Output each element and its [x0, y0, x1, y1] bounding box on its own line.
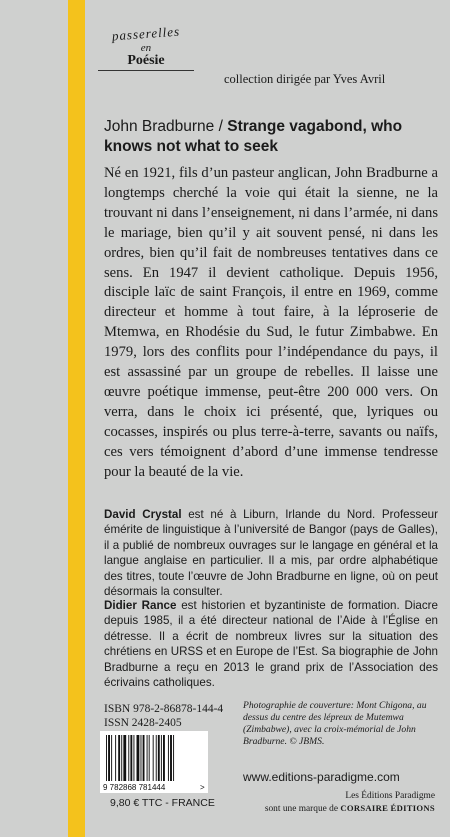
publisher-info: [243, 790, 435, 815]
barcode-bar: [149, 735, 150, 781]
bio-text: est historien et byzantiniste de formation. Diacre depuis 1985, il a été directeur national de l’Aide à l’Église en détresse. Il a écrit de nombreux livres sur la situation des chrétiens en URSS et en Europe de l’Est. Sa biographie de John Bradburne a reçu en 2013 le grand prix de l’Association des écrivains catholiques.: [104, 599, 438, 690]
barcode-digits: 9 782868 781444: [103, 783, 166, 792]
isbn: ISBN 978-2-86878-144-4: [104, 703, 224, 715]
title-author: John Bradburne /: [104, 118, 223, 135]
barcode-bar: [153, 735, 154, 781]
barcode-bar: [163, 735, 165, 781]
barcode-bar: [143, 735, 145, 781]
logo-line-2: en: [140, 42, 152, 54]
barcode-bar: [168, 735, 169, 781]
cover-photo-credit: Photographie de couverture: Mont Chigona, au dessus du centre des lépreux de Mutemwa (Zimbabwe), avec la croix-mémorial de John Bradburne. © JBMS.: [243, 700, 427, 747]
publisher-brand: CORSAIRE ÉDITIONS: [340, 803, 435, 813]
bio-didier-rance: [104, 598, 438, 690]
barcode-bar: [156, 735, 157, 781]
barcode-bar: [173, 735, 174, 781]
barcode-bar: [137, 735, 140, 781]
barcode-bar: [118, 735, 120, 781]
barcode-bar: [108, 735, 110, 781]
barcode-bar: [128, 735, 129, 781]
barcode-marker: >: [200, 783, 205, 792]
blurb-text: Né en 1921, fils d’un pasteur anglican, John Bradburne a longtemps cherché la voie qui était la sienne, ne la trouvant ni dans l’enseignement, ni dans l’armée, ni dans le mariage, bien qu’il y ait souvent pensé, ni dans les ordres, bien qu’il fait de nombreuses tentatives dans ce sens. En 1947 il devient catholique. Depuis 1956, disciple laïc de saint François, il entre en 1969, comme directeur et homme à tout faire, à la léproserie de Mtemwa, en Rhodésie du Sud, le futur Zimbabwe. En 1979, lors des conflits pour l’indépendance du pays, il est assassiné par un groupe de rebelles. Il laisse une œuvre poétique immense, peut-être 200 000 vers. On verra, dans le choix ici présenté, que, lyriques ou cocasses, inspirés ou plus terre-à-terre, savants ou naïfs, ces vers témoignent d’abord d’une immense tendresse pour la beauté de la vie.: [104, 165, 438, 480]
publisher-line-1: Les Éditions Paradigme: [345, 791, 435, 801]
bio-text: est né à Liburn, Irlande du Nord. Professeur émérite de linguistique à l’université de Bangor (pays de Galles), il a publié de nombreux ouvrages sur le langage en général et la langue anglaise en particulier. Il a mis, par ordre alphabétique des titres, toute l’œuvre de John Bradburne en ligne, où on peut désormais la consulter.: [104, 508, 438, 599]
barcode-bar: [123, 735, 126, 781]
barcode-bar: [130, 735, 132, 781]
publisher-line-2-text: sont une marque de: [264, 804, 341, 814]
barcode-bar: [121, 735, 122, 781]
publisher-website: www.editions-paradigme.com: [243, 770, 400, 784]
collection-editor: collection dirigée par Yves Avril: [224, 72, 386, 86]
title-work: Strange vagabond, who knows not what to seek: [104, 118, 403, 155]
bio-david-crystal: [104, 507, 438, 599]
publisher-line-2: [243, 802, 435, 815]
barcode: [100, 731, 208, 793]
book-title: [104, 117, 434, 157]
barcode-bar: [147, 735, 148, 781]
logo-rule: [98, 70, 194, 71]
yellow-stripe: [68, 0, 85, 837]
barcode-bar: [141, 735, 142, 781]
barcode-bar: [111, 735, 112, 781]
bio-name: Didier Rance: [104, 599, 177, 612]
isbn-block: [104, 702, 223, 730]
barcode-bar: [115, 735, 116, 781]
barcode-bar: [133, 735, 134, 781]
bio-name: David Crystal: [104, 508, 182, 521]
collection-logo: [96, 23, 196, 71]
issn: ISSN 2428-2405: [104, 717, 182, 729]
barcode-bar: [106, 735, 107, 781]
price: 9,80 € TTC - FRANCE: [110, 797, 215, 809]
logo-line-3: Poésie: [127, 53, 165, 68]
barcode-bar: [170, 735, 172, 781]
barcode-bar: [161, 735, 162, 781]
barcode-bar: [158, 735, 160, 781]
logo-line-1: passerelles: [111, 23, 181, 44]
